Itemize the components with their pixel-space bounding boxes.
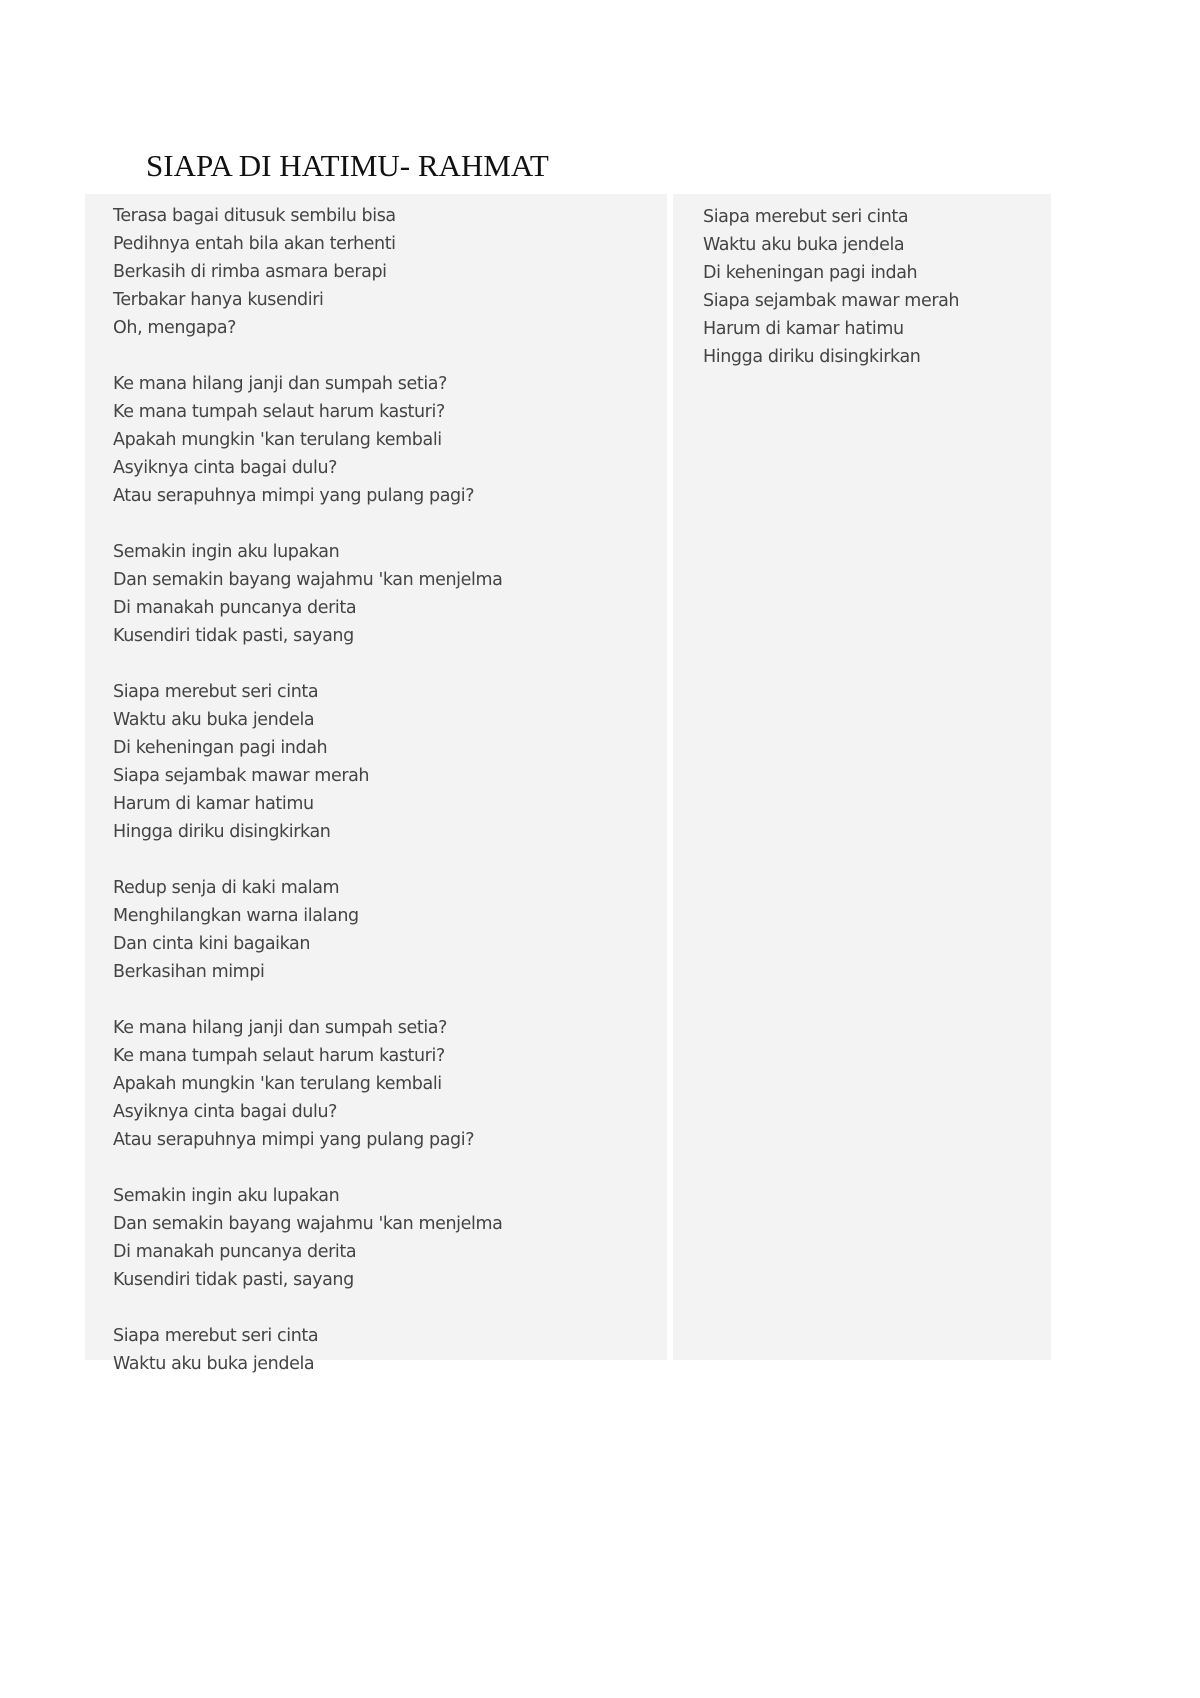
lyric-line: Harum di kamar hatimu <box>113 794 314 814</box>
lyric-line: Di manakah puncanya derita <box>113 1242 357 1262</box>
lyric-line: Dan cinta kini bagaikan <box>113 934 311 954</box>
lyric-line: Ke mana hilang janji dan sumpah setia? <box>113 374 447 394</box>
lyric-line: Siapa sejambak mawar merah <box>113 766 370 786</box>
lyric-line: Dan semakin bayang wajahmu 'kan menjelma <box>113 570 503 590</box>
lyric-line: Siapa merebut seri cinta <box>703 207 909 227</box>
stanza <box>703 203 1041 371</box>
lyric-line: Berkasih di rimba asmara berapi <box>113 262 387 282</box>
lyric-line: Asyiknya cinta bagai dulu? <box>113 1102 338 1122</box>
song-title: SIAPA DI HATIMU- RAHMAT <box>146 148 549 183</box>
lyric-line: Waktu aku buka jendela <box>113 1354 315 1374</box>
lyric-line: Waktu aku buka jendela <box>703 235 905 255</box>
lyric-line: Apakah mungkin 'kan terulang kembali <box>113 430 442 450</box>
lyric-line: Di manakah puncanya derita <box>113 598 357 618</box>
stanza <box>113 538 657 650</box>
lyrics-panel-left <box>85 194 667 1374</box>
lyric-line: Hingga diriku disingkirkan <box>113 822 331 842</box>
lyric-line: Hingga diriku disingkirkan <box>703 347 921 367</box>
lyric-line: Siapa merebut seri cinta <box>113 1326 319 1346</box>
lyric-line: Ke mana tumpah selaut harum kasturi? <box>113 402 445 422</box>
stanza <box>113 678 657 846</box>
lyric-line: Menghilangkan warna ilalang <box>113 906 359 926</box>
lyric-line: Berkasihan mimpi <box>113 962 265 982</box>
lyrics-panel-right <box>673 194 1051 1360</box>
lyric-line: Apakah mungkin 'kan terulang kembali <box>113 1074 442 1094</box>
lyric-line: Siapa merebut seri cinta <box>113 682 319 702</box>
stanza <box>113 370 657 510</box>
lyric-line: Asyiknya cinta bagai dulu? <box>113 458 338 478</box>
lyric-line: Semakin ingin aku lupakan <box>113 1186 340 1206</box>
lyric-line: Waktu aku buka jendela <box>113 710 315 730</box>
stanza <box>113 202 657 342</box>
stanza <box>113 1014 657 1154</box>
lyric-line: Kusendiri tidak pasti, sayang <box>113 1270 354 1290</box>
lyric-line: Atau serapuhnya mimpi yang pulang pagi? <box>113 1130 475 1150</box>
lyric-line: Pedihnya entah bila akan terhenti <box>113 234 396 254</box>
lyric-line: Atau serapuhnya mimpi yang pulang pagi? <box>113 486 475 506</box>
lyric-line: Di keheningan pagi indah <box>703 263 918 283</box>
lyric-line: Ke mana hilang janji dan sumpah setia? <box>113 1018 447 1038</box>
lyric-line: Semakin ingin aku lupakan <box>113 542 340 562</box>
lyrics-column-left <box>113 202 657 1406</box>
lyric-line: Ke mana tumpah selaut harum kasturi? <box>113 1046 445 1066</box>
stanza <box>113 1322 657 1378</box>
lyric-line: Harum di kamar hatimu <box>703 319 904 339</box>
lyric-line: Siapa sejambak mawar merah <box>703 291 960 311</box>
lyric-line: Terasa bagai ditusuk sembilu bisa <box>113 206 396 226</box>
lyric-line: Terbakar hanya kusendiri <box>113 290 324 310</box>
lyrics-column-right <box>703 203 1041 399</box>
lyric-line: Redup senja di kaki malam <box>113 878 340 898</box>
lyric-line: Dan semakin bayang wajahmu 'kan menjelma <box>113 1214 503 1234</box>
lyric-line: Kusendiri tidak pasti, sayang <box>113 626 354 646</box>
stanza <box>113 1182 657 1294</box>
lyric-line: Di keheningan pagi indah <box>113 738 328 758</box>
stanza <box>113 874 657 986</box>
lyric-line: Oh, mengapa? <box>113 318 237 338</box>
